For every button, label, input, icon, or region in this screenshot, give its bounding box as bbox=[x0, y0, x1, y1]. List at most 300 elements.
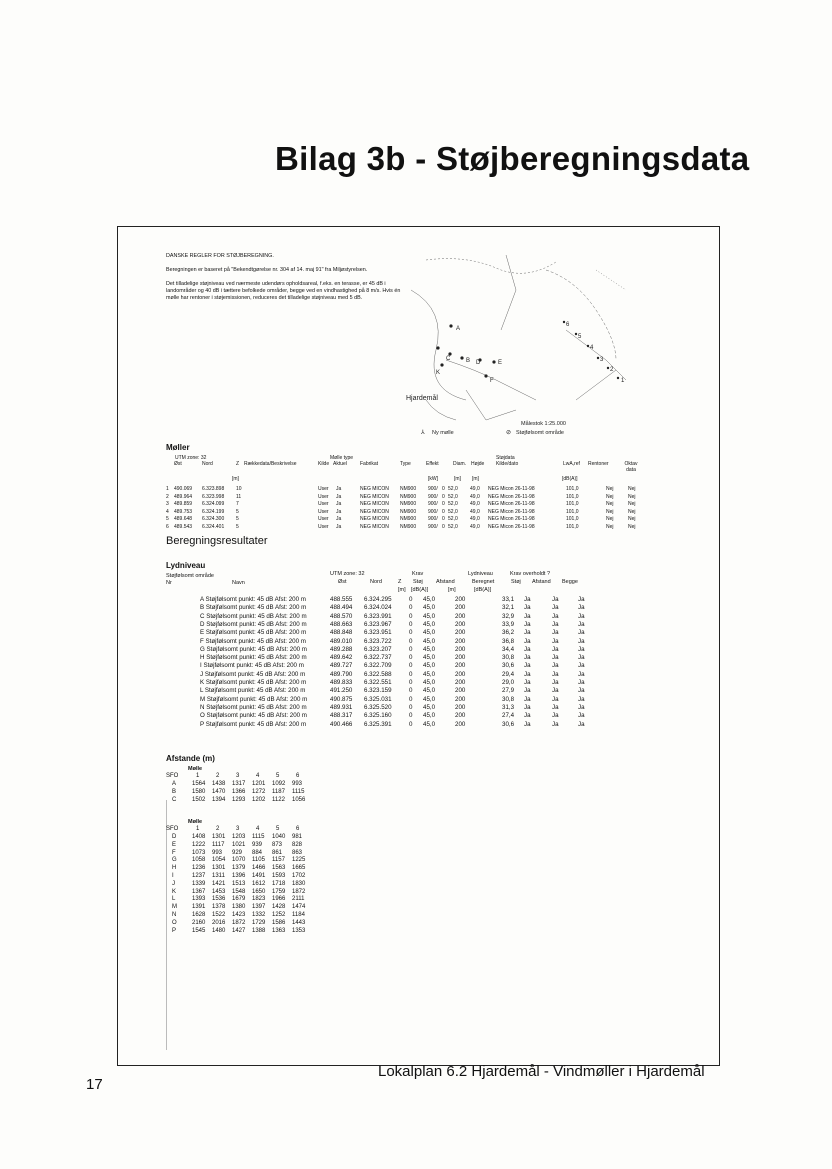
afst-cell: 1222 bbox=[192, 841, 206, 848]
turbine-row bbox=[166, 524, 646, 531]
afst-cell: 993 bbox=[292, 781, 303, 787]
afst-cell: 1438 bbox=[212, 781, 226, 787]
turbine-x: 0 bbox=[442, 493, 445, 500]
turbine-hojde: 49,0 bbox=[470, 516, 480, 523]
turbine-z: 7 bbox=[236, 501, 239, 508]
receptor-ok-stoj: Ja bbox=[524, 637, 531, 645]
receptor-stoj: 45,0 bbox=[423, 662, 436, 670]
receptor-beregnet: 36,2 bbox=[502, 629, 515, 637]
map-label-d: D bbox=[476, 360, 481, 366]
receptor-stoj: 45,0 bbox=[423, 612, 436, 620]
afst-cell: 1513 bbox=[232, 880, 246, 887]
turbine-rentoner: Nej bbox=[606, 508, 614, 515]
afst-cell: 1117 bbox=[212, 841, 225, 848]
receptor-ost: 489.931 bbox=[330, 703, 353, 711]
turbine-kildedato: NEG Micon 26-11-98 bbox=[488, 524, 535, 530]
moller-units-row bbox=[166, 476, 646, 484]
receptor-stoj: 45,0 bbox=[423, 712, 436, 720]
receptor-afstand: 200 bbox=[455, 679, 466, 686]
receptor-ok-begge: Ja bbox=[578, 596, 585, 603]
receptor-beregnet: 30,8 bbox=[502, 654, 515, 662]
receptor-ok-afstand: Ja bbox=[552, 629, 559, 637]
receptor-beregnet: 33,9 bbox=[502, 620, 515, 628]
afst-row bbox=[166, 834, 646, 841]
moller-col-diam: Diam. bbox=[453, 461, 467, 467]
receptor-beregnet: 31,3 bbox=[502, 703, 515, 711]
lydniveau-header-row bbox=[166, 579, 596, 587]
afst-cell: 2160 bbox=[192, 919, 206, 926]
receptor-ok-afstand: Ja bbox=[552, 679, 559, 686]
turbine-type: NM900 bbox=[400, 516, 417, 523]
receptor-afstand: 200 bbox=[455, 637, 466, 645]
lyd-col-nord: Nord bbox=[370, 579, 382, 585]
afst-sfo: C bbox=[172, 796, 177, 803]
turbine-effekt: 900/ bbox=[428, 493, 438, 500]
receptor-afstand: 200 bbox=[455, 712, 466, 720]
receptor-name: A Støjfølsomt punkt: 45 dB Afst: 200 m bbox=[200, 596, 306, 603]
turbine-z: 5 bbox=[236, 516, 239, 523]
afst-cell: 1453 bbox=[212, 888, 226, 895]
receptor-row bbox=[166, 604, 646, 611]
afst-cell: 1586 bbox=[272, 919, 286, 926]
afst-cell: 1427 bbox=[232, 927, 246, 934]
afst-cell: 929 bbox=[232, 849, 243, 856]
receptor-beregnet: 30,6 bbox=[502, 662, 515, 670]
afst-row bbox=[166, 873, 646, 880]
afst-cell: 1073 bbox=[192, 849, 206, 856]
receptor-ok-afstand: Ja bbox=[552, 654, 559, 662]
receptor-ok-begge: Ja bbox=[578, 604, 585, 612]
afst-sfo: A bbox=[172, 781, 177, 787]
turbine-nord: 6.323.998 bbox=[202, 493, 225, 500]
receptor-name: E Støjfølsomt punkt: 45 dB Afst: 200 m bbox=[200, 629, 307, 637]
afst-cell: 1872 bbox=[232, 919, 246, 926]
afst-row bbox=[166, 896, 646, 903]
receptor-ok-begge: Ja bbox=[578, 679, 585, 686]
receptor-beregnet: 30,8 bbox=[502, 695, 515, 703]
turbine-nord: 6.324.199 bbox=[202, 508, 225, 515]
lydniveau-overholdt: Krav overholdt ? bbox=[510, 571, 551, 577]
turbine-diam: 52,0 bbox=[448, 516, 458, 523]
receptor-stoj: 45,0 bbox=[423, 703, 436, 711]
receptor-z: 0 bbox=[409, 695, 413, 703]
afst-row bbox=[166, 865, 646, 872]
receptor-ost: 488.848 bbox=[330, 629, 353, 637]
afst-cell: 1203 bbox=[232, 834, 246, 840]
turbine-row bbox=[166, 516, 646, 523]
turbine-z: 5 bbox=[236, 524, 239, 530]
receptor-ost: 489.790 bbox=[330, 670, 353, 678]
moller-col-z: Z bbox=[236, 461, 240, 467]
receptor-nord: 6.323.159 bbox=[364, 687, 392, 695]
receptor-z: 0 bbox=[409, 662, 413, 670]
lyd-unit-afst: [m] bbox=[448, 587, 456, 593]
moller-col-rentoner: Rentoner bbox=[588, 461, 609, 467]
receptor-ost: 489.010 bbox=[330, 637, 353, 645]
turbine-ost: 490.069 bbox=[174, 486, 193, 492]
turbine-fabrikat: NEG MICON bbox=[360, 516, 389, 523]
receptor-name: L Støjfølsomt punkt: 45 dB Afst: 200 m bbox=[200, 687, 306, 695]
lydniveau-lyd: Lydniveau bbox=[468, 571, 493, 577]
map-label-5: 5 bbox=[578, 334, 582, 340]
receptor-ok-stoj: Ja bbox=[524, 596, 531, 603]
moller-unit-kw: [kW] bbox=[428, 476, 438, 482]
afst-row bbox=[166, 781, 646, 788]
afst-header-cell: 6 bbox=[296, 773, 300, 779]
receptor-stoj: 45,0 bbox=[423, 629, 436, 637]
receptor-row bbox=[166, 621, 646, 628]
map-label-1: 1 bbox=[621, 378, 625, 384]
receptor-nord: 6.325.160 bbox=[364, 712, 392, 720]
afst-cell: 1545 bbox=[192, 927, 206, 934]
receptor-name: F Støjfølsomt punkt: 45 dB Afst: 200 m bbox=[200, 637, 306, 645]
receptor-name: C Støjfølsomt punkt: 45 dB Afst: 200 m bbox=[200, 612, 307, 620]
receptor-z: 0 bbox=[409, 654, 413, 662]
afst-cell: 1301 bbox=[212, 834, 226, 840]
area-legend-icon: ⊘ bbox=[506, 430, 512, 436]
receptor-stoj: 45,0 bbox=[423, 604, 436, 612]
afst-cell: 1367 bbox=[192, 888, 206, 895]
turbine-nord: 6.323.898 bbox=[202, 486, 225, 492]
receptor-row bbox=[166, 646, 646, 653]
afst-sfo: J bbox=[172, 880, 175, 887]
turbine-x: 0 bbox=[442, 486, 445, 492]
receptor-afstand: 200 bbox=[455, 703, 466, 711]
receptor-ost: 490.875 bbox=[330, 695, 353, 703]
afst-cell: 1092 bbox=[272, 781, 286, 787]
afst-cell: 1184 bbox=[292, 912, 305, 918]
receptor-ost: 491.250 bbox=[330, 687, 353, 695]
moller-col-effekt: Effekt bbox=[426, 461, 439, 467]
receptor-ost: 489.833 bbox=[330, 679, 353, 686]
afst-cell: 1252 bbox=[272, 912, 286, 918]
turbine-kilde: User bbox=[318, 486, 329, 492]
afst-row bbox=[166, 842, 646, 849]
receptor-ok-stoj: Ja bbox=[524, 679, 531, 686]
receptor-ok-afstand: Ja bbox=[552, 720, 559, 728]
turbine-rentoner: Nej bbox=[606, 486, 614, 492]
afst-cell: 1423 bbox=[232, 912, 246, 918]
moller-col-aktuel: Aktuel bbox=[333, 461, 347, 467]
afst-header-cell: 4 bbox=[256, 826, 260, 832]
afst-row bbox=[166, 797, 646, 804]
turbine-fabrikat: NEG MICON bbox=[360, 508, 389, 515]
afst-sfo: E bbox=[172, 841, 177, 848]
turbine-nord: 6.324.300 bbox=[202, 516, 225, 523]
receptor-z: 0 bbox=[409, 645, 413, 653]
afst-cell: 1650 bbox=[252, 888, 266, 895]
afst-cell: 1491 bbox=[252, 873, 266, 879]
receptor-ok-stoj: Ja bbox=[524, 670, 531, 678]
moller-col-fabrikat: Fabrikat bbox=[360, 461, 379, 467]
receptor-row bbox=[166, 654, 646, 661]
afst-cell: 1466 bbox=[252, 865, 266, 872]
receptor-z: 0 bbox=[409, 712, 413, 720]
map-label-e: E bbox=[498, 360, 503, 366]
afst-cell: 1332 bbox=[252, 912, 266, 918]
turbine-effekt: 900/ bbox=[428, 524, 438, 530]
moller-col-oktav: Oktav data bbox=[624, 461, 638, 473]
receptor-stoj: 45,0 bbox=[423, 679, 436, 686]
turbine-kildedato: NEG Micon 26-11-98 bbox=[488, 516, 535, 523]
turbine-kilde: User bbox=[318, 516, 329, 523]
page-title: Bilag 3b - Støjberegningsdata bbox=[275, 140, 750, 177]
map-legend-new: Ny mølle bbox=[432, 430, 454, 436]
turbine-ost: 489.753 bbox=[174, 508, 193, 515]
lyd-col-stoj: Støj bbox=[413, 579, 423, 585]
turbine-hojde: 49,0 bbox=[470, 524, 480, 530]
map-label-f: F bbox=[490, 378, 494, 384]
turbine-z: 10 bbox=[236, 486, 242, 492]
afst-sfo: M bbox=[172, 904, 177, 911]
receptor-ok-begge: Ja bbox=[578, 612, 585, 620]
turbine-lwa: 101,0 bbox=[566, 516, 579, 523]
afst-sfo: I bbox=[172, 873, 174, 879]
afst-cell: 1391 bbox=[192, 904, 206, 911]
receptor-z: 0 bbox=[409, 612, 413, 620]
receptor-ost: 489.727 bbox=[330, 662, 353, 670]
receptor-afstand: 200 bbox=[455, 645, 466, 653]
receptor-z: 0 bbox=[409, 720, 413, 728]
page-number: 17 bbox=[86, 1076, 103, 1093]
intro-block bbox=[166, 253, 406, 309]
moller-header-row bbox=[166, 461, 646, 473]
receptor-ok-begge: Ja bbox=[578, 637, 585, 645]
turbine-hojde: 49,0 bbox=[470, 501, 480, 508]
turbine-fabrikat: NEG MICON bbox=[360, 524, 389, 530]
map-label-6: 6 bbox=[566, 322, 570, 328]
lydniveau-heading: Lydniveau bbox=[166, 561, 206, 570]
map-label-k: K bbox=[436, 370, 441, 376]
receptor-ok-afstand: Ja bbox=[552, 645, 559, 653]
afst-sfo: H bbox=[172, 865, 177, 872]
receptor-afstand: 200 bbox=[455, 662, 466, 670]
intro-paragraph-2: Det tilladelige støjniveau ved nærmeste udendørs opholdsareal, f.eks. en terasse, er 45 dB i landområder og 40 dB i tættere befolkede områder, begge ved en vindhastighed på 8 m/s. Hvis én mølle har rentoner i støjemissionen, reduceres det tilladelige støjniveau med 5 dB. bbox=[166, 281, 401, 301]
moller-col-type: Type bbox=[400, 461, 411, 467]
afst-header-cell: 5 bbox=[276, 826, 280, 832]
receptor-nord: 6.323.722 bbox=[364, 637, 392, 645]
turbine-z: 5 bbox=[236, 508, 239, 515]
receptor-stoj: 45,0 bbox=[423, 695, 436, 703]
afst-cell: 1070 bbox=[232, 857, 246, 864]
map-label-a: A bbox=[456, 326, 461, 332]
afst-header-cell: 2 bbox=[216, 826, 220, 832]
afst-cell: 861 bbox=[272, 849, 283, 856]
afst-header-cell: 6 bbox=[296, 826, 300, 832]
turbine-diam: 52,0 bbox=[448, 501, 458, 508]
afst-cell: 1612 bbox=[252, 880, 266, 887]
receptor-nord: 6.324.295 bbox=[364, 596, 392, 603]
turbine-nr: 1 bbox=[166, 486, 169, 492]
receptor-ost: 488.555 bbox=[330, 596, 353, 603]
receptor-ok-stoj: Ja bbox=[524, 620, 531, 628]
site-map-graphic bbox=[406, 250, 656, 440]
map-label-b: B bbox=[466, 358, 471, 364]
receptor-ok-begge: Ja bbox=[578, 629, 585, 637]
turbine-type: NM900 bbox=[400, 508, 417, 515]
afst-cell: 981 bbox=[292, 834, 303, 840]
lyd-col-stoj2: Støj bbox=[511, 579, 521, 585]
turbine-diam: 52,0 bbox=[448, 508, 458, 515]
afst-cell: 1393 bbox=[192, 896, 206, 903]
turbine-hojde: 49,0 bbox=[470, 493, 480, 500]
afst-header-cell: 5 bbox=[276, 773, 280, 779]
turbine-x: 0 bbox=[442, 508, 445, 515]
lyd-unit-db: [dB(A)] bbox=[411, 587, 429, 593]
turbine-kilde: User bbox=[318, 493, 329, 500]
map-label-4: 4 bbox=[590, 345, 594, 351]
receptor-row bbox=[166, 671, 646, 678]
afst-row bbox=[166, 912, 646, 919]
afst-cell: 1054 bbox=[212, 857, 226, 864]
afst-cell: 1665 bbox=[292, 865, 306, 872]
receptor-nord: 6.325.391 bbox=[364, 720, 392, 728]
receptor-z: 0 bbox=[409, 604, 413, 612]
afst-header-cell: 3 bbox=[236, 773, 240, 779]
lydniveau-utm: UTM zone: 32 bbox=[330, 571, 365, 577]
moller-col-ost: Øst bbox=[174, 461, 182, 467]
receptor-ok-stoj: Ja bbox=[524, 712, 531, 720]
receptor-ok-begge: Ja bbox=[578, 620, 585, 628]
receptor-nord: 6.323.967 bbox=[364, 620, 392, 628]
afst-cell: 1480 bbox=[212, 927, 226, 934]
afst-cell: 1237 bbox=[192, 873, 206, 879]
afst-cell: 1443 bbox=[292, 919, 306, 926]
lyd-unit-m: [m] bbox=[398, 587, 406, 593]
turbine-lwa: 101,0 bbox=[566, 501, 579, 508]
afst-sfo: L bbox=[172, 896, 176, 903]
afst-cell: 828 bbox=[292, 841, 303, 848]
turbine-aktuel: Ja bbox=[336, 493, 342, 500]
receptor-afstand: 200 bbox=[455, 629, 466, 637]
lyd-col-afstand: Afstand bbox=[436, 579, 455, 585]
moller-stoj-label: Støjdata bbox=[496, 455, 515, 461]
receptor-beregnet: 29,4 bbox=[502, 670, 515, 678]
receptor-stoj: 45,0 bbox=[423, 670, 436, 678]
map-label-c: C bbox=[446, 356, 451, 362]
receptor-z: 0 bbox=[409, 629, 413, 637]
receptor-afstand: 200 bbox=[455, 695, 466, 703]
receptor-row bbox=[166, 596, 646, 603]
afst-cell: 1379 bbox=[232, 865, 246, 872]
receptor-name: H Støjfølsomt punkt: 45 dB Afst: 200 m bbox=[200, 654, 307, 662]
afst-cell: 1301 bbox=[212, 865, 226, 872]
moller-type-label: Mølle type bbox=[330, 455, 354, 461]
turbine-hojde: 49,0 bbox=[470, 486, 480, 492]
receptor-beregnet: 32,9 bbox=[502, 612, 515, 620]
afst-sfo: N bbox=[172, 912, 177, 918]
receptor-ost: 488.570 bbox=[330, 612, 353, 620]
lyd-col-ost: Øst bbox=[338, 579, 347, 585]
afstande-t1-molle: Mølle bbox=[188, 766, 203, 772]
turbine-oktav: Nej bbox=[628, 516, 636, 523]
receptor-nord: 6.324.024 bbox=[364, 604, 392, 612]
receptor-nord: 6.322.551 bbox=[364, 679, 392, 686]
receptor-z: 0 bbox=[409, 596, 413, 603]
intro-paragraph-1: Beregningen er baseret på "Bekendtgørelse nr. 304 af 14. maj 91" fra Miljøstyrelsen. bbox=[166, 267, 368, 273]
receptor-beregnet: 34,4 bbox=[502, 645, 515, 653]
receptor-ok-afstand: Ja bbox=[552, 612, 559, 620]
afst-cell: 1593 bbox=[272, 873, 286, 879]
turbine-row bbox=[166, 486, 646, 493]
afst-cell: 1474 bbox=[292, 904, 306, 911]
afst-cell: 1428 bbox=[272, 904, 286, 911]
receptor-z: 0 bbox=[409, 670, 413, 678]
receptor-ok-afstand: Ja bbox=[552, 670, 559, 678]
turbine-rentoner: Nej bbox=[606, 516, 614, 523]
lydniveau-nr: Nr bbox=[166, 580, 172, 586]
afst-cell: 2016 bbox=[212, 919, 226, 926]
turbine-lwa: 101,0 bbox=[566, 493, 579, 500]
receptor-nord: 6.322.737 bbox=[364, 654, 392, 662]
turbine-effekt: 900/ bbox=[428, 486, 438, 492]
afstande-t2-molle: Mølle bbox=[188, 819, 203, 825]
receptor-nord: 6.325.031 bbox=[364, 695, 392, 703]
receptor-row bbox=[166, 629, 646, 636]
afst-header-cell: 1 bbox=[196, 826, 200, 832]
receptor-ok-afstand: Ja bbox=[552, 604, 559, 612]
receptor-afstand: 200 bbox=[455, 604, 466, 612]
receptor-beregnet: 27,9 bbox=[502, 687, 515, 695]
turbine-nord: 6.324.401 bbox=[202, 524, 225, 530]
receptor-ok-begge: Ja bbox=[578, 720, 585, 728]
moller-col-hojde: Højde bbox=[471, 461, 485, 467]
receptor-stoj: 45,0 bbox=[423, 720, 436, 728]
receptor-beregnet: 36,8 bbox=[502, 637, 515, 645]
afst-cell: 1122 bbox=[272, 796, 285, 803]
afst-cell: 863 bbox=[292, 849, 303, 856]
turbine-rentoner: Nej bbox=[606, 493, 614, 500]
afst-cell: 1236 bbox=[192, 865, 206, 872]
afstande-heading: Afstande (m) bbox=[166, 754, 215, 763]
afst-cell: 1702 bbox=[292, 873, 306, 879]
site-map bbox=[406, 250, 656, 440]
afst-sfo: F bbox=[172, 849, 176, 856]
lydniveau-units-row bbox=[166, 587, 596, 595]
turbine-oktav: Nej bbox=[628, 501, 636, 508]
moller-col-lwa: LwA,ref bbox=[563, 461, 580, 467]
afst-row bbox=[166, 904, 646, 911]
receptor-ok-afstand: Ja bbox=[552, 703, 559, 711]
turbine-effekt: 900/ bbox=[428, 501, 438, 508]
receptor-ok-begge: Ja bbox=[578, 645, 585, 653]
receptor-beregnet: 27,4 bbox=[502, 712, 515, 720]
receptor-afstand: 200 bbox=[455, 654, 466, 662]
afst-cell: 1536 bbox=[212, 896, 226, 903]
afst-sfo: D bbox=[172, 834, 177, 840]
turbine-rentoner: Nej bbox=[606, 524, 614, 530]
map-label-3: 3 bbox=[600, 357, 604, 363]
turbine-oktav: Nej bbox=[628, 493, 636, 500]
receptor-z: 0 bbox=[409, 703, 413, 711]
receptor-ost: 490.466 bbox=[330, 720, 353, 728]
afst-cell: 1679 bbox=[232, 896, 246, 903]
receptor-ok-afstand: Ja bbox=[552, 695, 559, 703]
receptor-z: 0 bbox=[409, 620, 413, 628]
turbine-kilde: User bbox=[318, 524, 329, 530]
receptor-afstand: 200 bbox=[455, 612, 466, 620]
receptor-stoj: 45,0 bbox=[423, 654, 436, 662]
afst-cell: 1339 bbox=[192, 880, 206, 887]
afst-row bbox=[166, 920, 646, 927]
afst-cell: 1317 bbox=[232, 781, 246, 787]
receptor-ok-afstand: Ja bbox=[552, 662, 559, 670]
afst-sfo: O bbox=[172, 919, 177, 926]
receptor-nord: 6.325.520 bbox=[364, 703, 392, 711]
turbine-oktav: Nej bbox=[628, 508, 636, 515]
afst-cell: 1388 bbox=[252, 927, 266, 934]
map-label-2: 2 bbox=[610, 367, 614, 373]
